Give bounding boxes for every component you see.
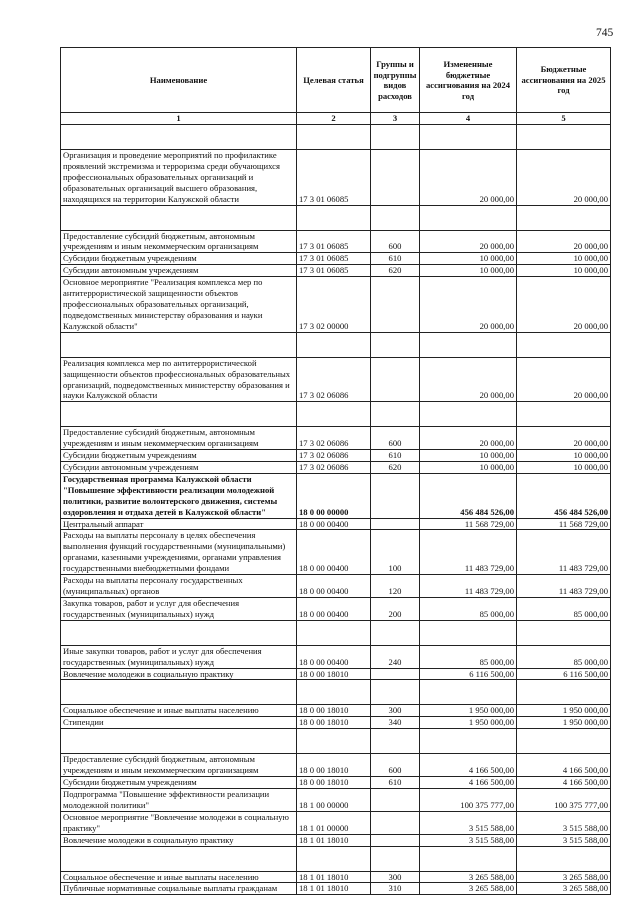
row-target-code: 18 0 00 00000 <box>297 473 371 518</box>
row-target-code: 18 1 01 18010 <box>297 883 371 895</box>
row-target-code: 18 0 00 00400 <box>297 597 371 620</box>
row-amount-2024: 4 166 500,00 <box>420 754 517 777</box>
table-row <box>61 253 611 265</box>
table-row <box>61 846 611 871</box>
row-amount-2024: 11 483 729,00 <box>420 530 517 575</box>
row-amount-2024: 20 000,00 <box>420 230 517 253</box>
row-amount-2025: 4 166 500,00 <box>517 754 611 777</box>
row-amount-2025: 3 265 588,00 <box>517 871 611 883</box>
row-amount-2025: 456 484 526,00 <box>517 473 611 518</box>
table-row <box>61 357 611 402</box>
row-amount-2024: 10 000,00 <box>420 265 517 277</box>
row-amount-2025: 85 000,00 <box>517 645 611 668</box>
column-number: 4 <box>420 113 517 125</box>
table-row <box>61 597 611 620</box>
row-amount-2024: 6 116 500,00 <box>420 668 517 680</box>
row-amount-2025: 20 000,00 <box>517 277 611 333</box>
row-name: Основное мероприятие "Вовлечение молодежи в социальную практику" <box>61 811 297 834</box>
row-name: Центральный аппарат <box>61 518 297 530</box>
table-row <box>61 777 611 789</box>
row-name: Государственная программа Калужской области "Повышение эффективности реализации молодежной политики, развитие волонтерского движения, системы оздоровления и отдыха детей в Калужской области" <box>61 473 297 518</box>
row-target-code: 18 0 00 18010 <box>297 668 371 680</box>
row-name: Предоставление субсидий бюджетным, автономным учреждениям и иным некоммерческим организациям <box>61 754 297 777</box>
row-amount-2025: 10 000,00 <box>517 253 611 265</box>
table-row <box>61 332 611 357</box>
header-budget-2025: Бюджетные ассигнования на 2025 год <box>517 48 611 113</box>
table-row <box>61 754 611 777</box>
row-group <box>371 473 420 518</box>
row-target-code: 18 0 00 00400 <box>297 518 371 530</box>
column-number: 2 <box>297 113 371 125</box>
row-amount-2025: 100 375 777,00 <box>517 788 611 811</box>
table-row <box>61 645 611 668</box>
row-amount-2025: 4 166 500,00 <box>517 777 611 789</box>
header-expense-groups: Группы и подгруппы видов расходов <box>371 48 420 113</box>
row-amount-2025: 10 000,00 <box>517 462 611 474</box>
row-target-code: 18 0 00 18010 <box>297 717 371 729</box>
row-amount-2025: 10 000,00 <box>517 450 611 462</box>
row-amount-2025: 20 000,00 <box>517 150 611 206</box>
row-target-code: 17 3 02 06086 <box>297 462 371 474</box>
row-amount-2024: 4 166 500,00 <box>420 777 517 789</box>
table-row <box>61 668 611 680</box>
row-group <box>371 357 420 402</box>
row-amount-2025: 3 515 588,00 <box>517 811 611 834</box>
row-name: Предоставление субсидий бюджетным, автономным учреждениям и иным некоммерческим организациям <box>61 427 297 450</box>
row-amount-2025: 10 000,00 <box>517 265 611 277</box>
row-target-code: 17 3 02 00000 <box>297 277 371 333</box>
column-number: 5 <box>517 113 611 125</box>
row-amount-2025: 20 000,00 <box>517 230 611 253</box>
row-group: 610 <box>371 450 420 462</box>
row-name: Социальное обеспечение и иные выплаты населению <box>61 705 297 717</box>
row-group: 600 <box>371 754 420 777</box>
row-target-code: 18 1 01 18010 <box>297 834 371 846</box>
table-row <box>61 473 611 518</box>
row-group <box>371 518 420 530</box>
header-amended-2024: Измененные бюджетные ассигнования на 2024 год <box>420 48 517 113</box>
row-group: 620 <box>371 265 420 277</box>
row-target-code: 18 0 00 18010 <box>297 705 371 717</box>
row-group <box>371 811 420 834</box>
row-amount-2024: 3 515 588,00 <box>420 834 517 846</box>
table-row <box>61 450 611 462</box>
table-row <box>61 705 611 717</box>
row-amount-2025: 85 000,00 <box>517 597 611 620</box>
row-group <box>371 834 420 846</box>
row-amount-2024: 10 000,00 <box>420 462 517 474</box>
row-amount-2024: 3 265 588,00 <box>420 883 517 895</box>
row-name: Закупка товаров, работ и услуг для обеспечения государственных (муниципальных) нужд <box>61 597 297 620</box>
row-amount-2024: 100 375 777,00 <box>420 788 517 811</box>
row-name: Вовлечение молодежи в социальную практику <box>61 834 297 846</box>
row-name: Субсидии бюджетным учреждениям <box>61 253 297 265</box>
row-name: Расходы на выплаты персоналу государственных (муниципальных) органов <box>61 575 297 598</box>
row-target-code: 18 0 00 18010 <box>297 777 371 789</box>
row-amount-2025: 3 265 588,00 <box>517 883 611 895</box>
row-amount-2025: 11 483 729,00 <box>517 575 611 598</box>
row-name: Субсидии автономным учреждениям <box>61 462 297 474</box>
table-row <box>61 150 611 206</box>
budget-allocations-table <box>60 47 611 895</box>
row-name: Субсидии бюджетным учреждениям <box>61 777 297 789</box>
row-group: 610 <box>371 253 420 265</box>
row-amount-2025: 6 116 500,00 <box>517 668 611 680</box>
row-target-code: 18 0 00 00400 <box>297 575 371 598</box>
table-row <box>61 205 611 230</box>
table-row <box>61 402 611 427</box>
row-target-code: 17 3 02 06086 <box>297 357 371 402</box>
row-group: 310 <box>371 883 420 895</box>
table-row <box>61 680 611 705</box>
column-number: 3 <box>371 113 420 125</box>
row-target-code: 18 1 01 00000 <box>297 811 371 834</box>
row-group: 120 <box>371 575 420 598</box>
row-group: 200 <box>371 597 420 620</box>
row-amount-2025: 20 000,00 <box>517 357 611 402</box>
row-name: Вовлечение молодежи в социальную практику <box>61 668 297 680</box>
row-target-code: 18 0 00 18010 <box>297 754 371 777</box>
row-target-code: 17 3 01 06085 <box>297 150 371 206</box>
row-amount-2024: 3 515 588,00 <box>420 811 517 834</box>
row-group: 240 <box>371 645 420 668</box>
row-name: Публичные нормативные социальные выплаты гражданам <box>61 883 297 895</box>
row-name: Организация и проведение мероприятий по профилактике проявлений экстремизма и терроризма среди обучающихся профессиональных образовательных организаций и образовательных организаций высшего образования, находящихся на территории Калужской области <box>61 150 297 206</box>
table-row <box>61 717 611 729</box>
row-name: Субсидии автономным учреждениям <box>61 265 297 277</box>
column-number: 1 <box>61 113 297 125</box>
table-row <box>61 427 611 450</box>
row-target-code: 17 3 02 06086 <box>297 450 371 462</box>
table-header-row <box>61 48 611 113</box>
row-group: 300 <box>371 871 420 883</box>
row-amount-2024: 85 000,00 <box>420 645 517 668</box>
table-row <box>61 462 611 474</box>
row-group: 100 <box>371 530 420 575</box>
row-name: Подпрограмма "Повышение эффективности реализации молодежной политики" <box>61 788 297 811</box>
row-amount-2024: 1 950 000,00 <box>420 705 517 717</box>
row-target-code: 17 3 02 06086 <box>297 427 371 450</box>
row-group <box>371 277 420 333</box>
row-amount-2024: 20 000,00 <box>420 427 517 450</box>
row-target-code: 17 3 01 06085 <box>297 265 371 277</box>
row-target-code: 17 3 01 06085 <box>297 253 371 265</box>
row-amount-2024: 20 000,00 <box>420 277 517 333</box>
row-amount-2024: 11 568 729,00 <box>420 518 517 530</box>
table-row <box>61 125 611 150</box>
table-row <box>61 530 611 575</box>
header-target-article: Целевая статья <box>297 48 371 113</box>
table-row <box>61 729 611 754</box>
row-group: 300 <box>371 705 420 717</box>
table-row <box>61 871 611 883</box>
row-amount-2025: 20 000,00 <box>517 427 611 450</box>
row-amount-2024: 11 483 729,00 <box>420 575 517 598</box>
row-name: Основное мероприятие "Реализация комплекса мер по антитеррористической защищенности объектов профессиональных образовательных организаций, подведомственных министерству образования и науки Калужской области" <box>61 277 297 333</box>
row-name: Стипендии <box>61 717 297 729</box>
row-amount-2024: 85 000,00 <box>420 597 517 620</box>
row-target-code: 17 3 01 06085 <box>297 230 371 253</box>
table-row <box>61 518 611 530</box>
row-name: Иные закупки товаров, работ и услуг для обеспечения государственных (муниципальных) нужд <box>61 645 297 668</box>
row-amount-2024: 10 000,00 <box>420 253 517 265</box>
row-amount-2024: 456 484 526,00 <box>420 473 517 518</box>
row-amount-2025: 3 515 588,00 <box>517 834 611 846</box>
table-row <box>61 230 611 253</box>
row-name: Предоставление субсидий бюджетным, автономным учреждениям и иным некоммерческим организациям <box>61 230 297 253</box>
table-row <box>61 277 611 333</box>
row-amount-2025: 1 950 000,00 <box>517 717 611 729</box>
row-target-code: 18 0 00 00400 <box>297 645 371 668</box>
row-group: 340 <box>371 717 420 729</box>
row-amount-2025: 11 568 729,00 <box>517 518 611 530</box>
row-target-code: 18 1 00 00000 <box>297 788 371 811</box>
row-group: 620 <box>371 462 420 474</box>
table-row <box>61 834 611 846</box>
row-amount-2025: 1 950 000,00 <box>517 705 611 717</box>
row-amount-2024: 20 000,00 <box>420 357 517 402</box>
row-amount-2024: 1 950 000,00 <box>420 717 517 729</box>
page-number: 745 <box>596 27 614 39</box>
table-row <box>61 620 611 645</box>
row-name: Социальное обеспечение и иные выплаты населению <box>61 871 297 883</box>
row-group <box>371 150 420 206</box>
row-target-code: 18 1 01 18010 <box>297 871 371 883</box>
header-name: Наименование <box>61 48 297 113</box>
table-row <box>61 265 611 277</box>
row-amount-2025: 11 483 729,00 <box>517 530 611 575</box>
row-name: Субсидии бюджетным учреждениям <box>61 450 297 462</box>
row-target-code: 18 0 00 00400 <box>297 530 371 575</box>
row-group: 600 <box>371 427 420 450</box>
row-name: Расходы на выплаты персоналу в целях обеспечения выполнения функций государственными (муниципальными) органами, казенными учреждениями, органами управления государственными внебюджетными фондами <box>61 530 297 575</box>
column-number-row <box>61 113 611 125</box>
table-row <box>61 788 611 811</box>
row-group: 610 <box>371 777 420 789</box>
table-row <box>61 811 611 834</box>
row-name: Реализация комплекса мер по антитеррористической защищенности объектов профессиональных образовательных организаций, подведомственных министерству образования и науки Калужской области <box>61 357 297 402</box>
row-group: 600 <box>371 230 420 253</box>
row-group <box>371 668 420 680</box>
row-amount-2024: 10 000,00 <box>420 450 517 462</box>
row-amount-2024: 3 265 588,00 <box>420 871 517 883</box>
table-row <box>61 883 611 895</box>
row-amount-2024: 20 000,00 <box>420 150 517 206</box>
table-row <box>61 575 611 598</box>
row-group <box>371 788 420 811</box>
